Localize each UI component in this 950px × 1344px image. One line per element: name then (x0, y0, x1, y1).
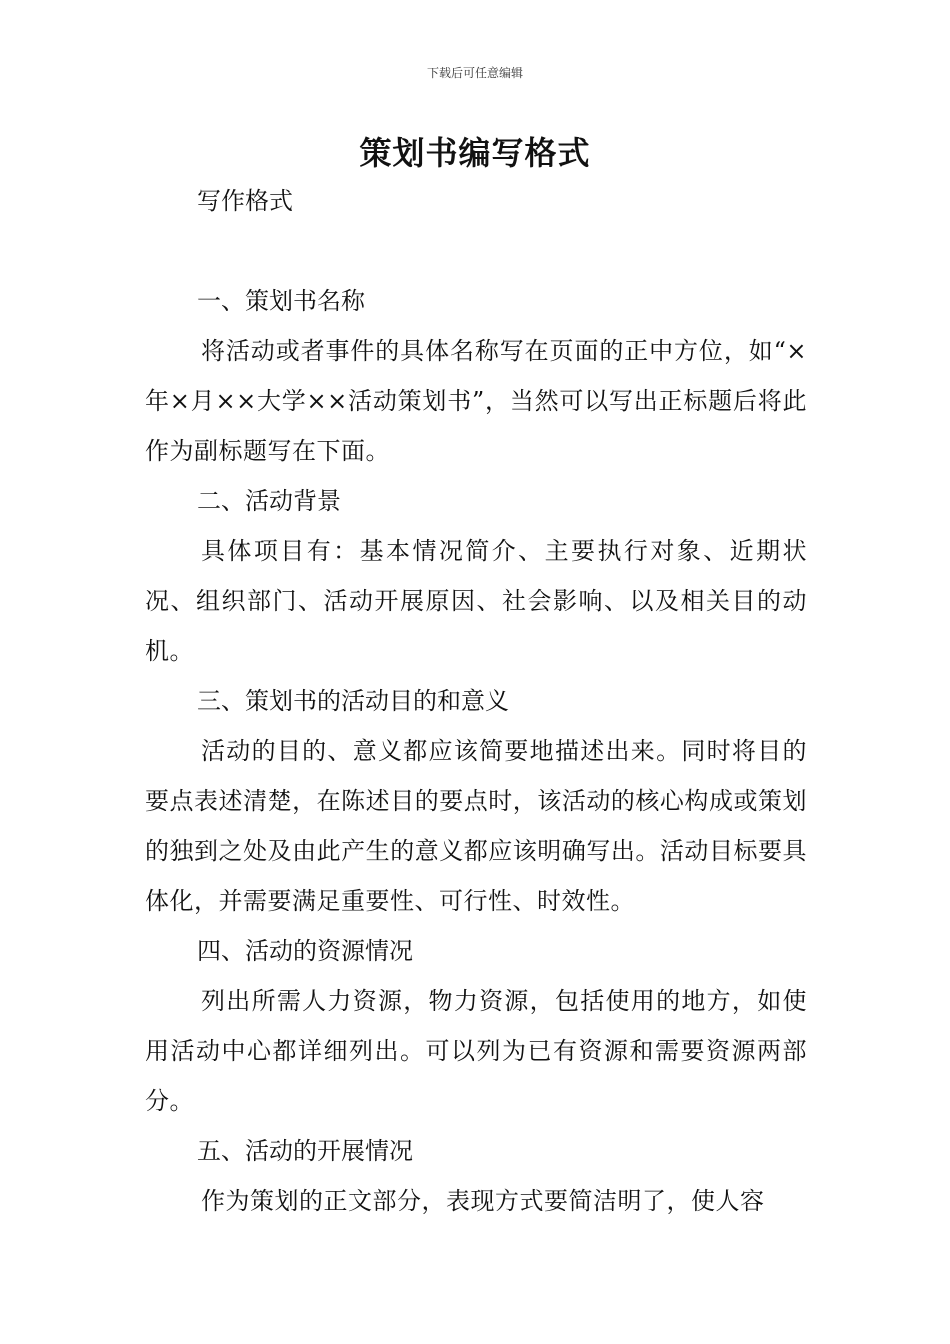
section-heading-4: 四、活动的资源情况 (197, 937, 413, 965)
section-body-4: 列出所需人力资源，物力资源，包括使用的地方，如使用活动中心都详细列出。可以列为已有资源和需要资源两部分。 (145, 987, 807, 1115)
section-heading-2: 二、活动背景 (197, 487, 341, 515)
section-heading-1: 一、策划书名称 (197, 287, 365, 315)
document-body (145, 176, 807, 1226)
section-heading-3: 三、策划书的活动目的和意义 (197, 687, 509, 715)
section-body-1: 将活动或者事件的具体名称写在页面的正中方位，如“×年×月××大学××活动策划书”，当然可以写出正标题后将此作为副标题写在下面。 (145, 337, 807, 465)
section-body-5: 作为策划的正文部分，表现方式要简洁明了，使人容 (201, 1187, 765, 1215)
subtitle: 写作格式 (197, 187, 293, 215)
header-note: 下载后可任意编辑 (426, 66, 523, 80)
blank-line (145, 226, 807, 276)
section-body-2: 具体项目有：基本情况简介、主要执行对象、近期状况、组织部门、活动开展原因、社会影响、以及相关目的动机。 (145, 537, 807, 665)
section-heading-5: 五、活动的开展情况 (197, 1137, 413, 1165)
page-title: 策划书编写格式 (359, 134, 591, 172)
section-body-3: 活动的目的、意义都应该简要地描述出来。同时将目的要点表述清楚，在陈述目的要点时，该活动的核心构成或策划的独到之处及由此产生的意义都应该明确写出。活动目标要具体化，并需要满足重要性、可行性、时效性。 (145, 737, 807, 915)
